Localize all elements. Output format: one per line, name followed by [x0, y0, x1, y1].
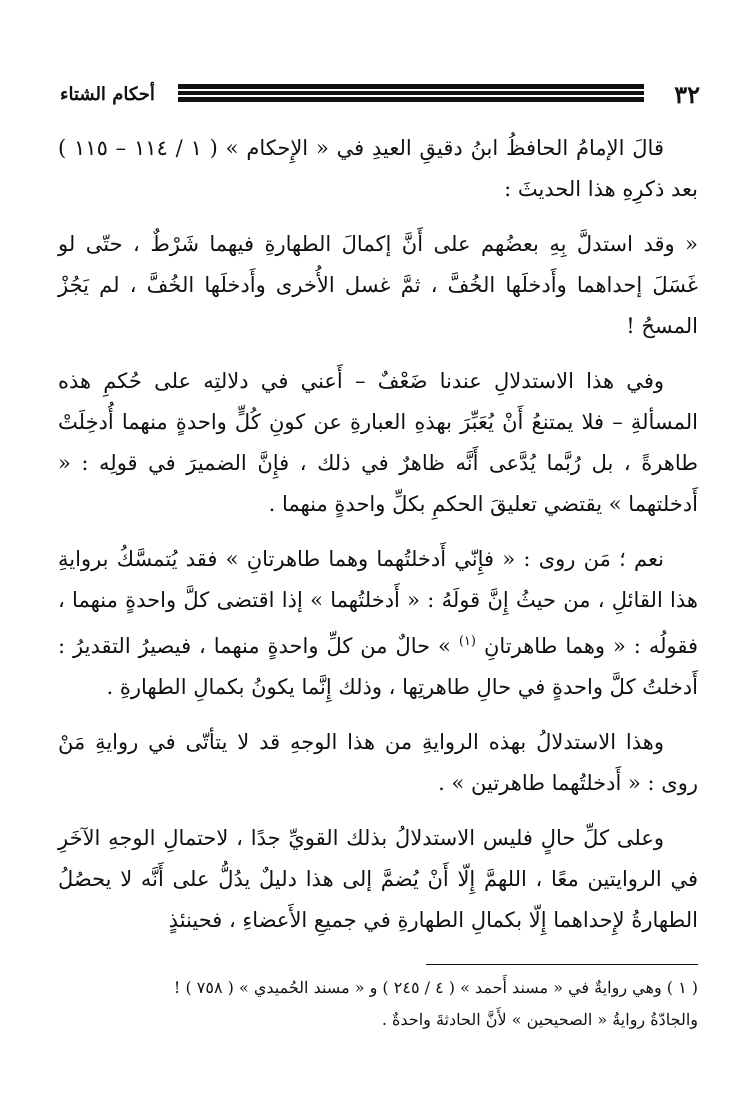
paragraph: وعلى كلِّ حالٍ فليس الاستدلالُ بذلك القويِّ جدًا ، لاحتمالِ الوجهِ الآخَرِ في الروايتين معًا ، اللهمَّ إِلّا أَنْ يُضمَّ إلى هذا دليلٌ يدُلُّ على أَنَّه لا يحصُلُ الطهارةُ لإِحداهما إِلّا بكمالِ الطهارةِ في جميعِ الأَعضاءِ ، فحينئذٍ: [58, 826, 698, 932]
page-number: ٣٢: [674, 80, 700, 109]
footnote-separator: [426, 964, 698, 965]
paragraph-part: نعم ؛ مَن روى : « فإِنّي أَدخلتُهما وهما طاهرتانِ » فقد يُتمسَّكُ بروايةِ هذا القائلِ ، من حيثُ إِنَّ قولَهُ : « أَدخلتُهما » إذا اقتضى كلَّ واحدةٍ منهما ، فقولُه : « وهما طاهرتانِ: [58, 547, 698, 658]
footnotes: [58, 972, 698, 1036]
footnote-line: والجادّةُ روايةُ « الصحيحين » لأَنَّ الحادثةَ واحدةٌ .: [381, 1010, 698, 1029]
running-title: أحكام الشتاء: [60, 84, 155, 105]
paragraph-part: » حالٌ من كلِّ واحدةٍ منهما ، فيصيرُ التقديرُ : أَدخلتُ كلَّ واحدةٍ في حالِ طاهرتِها ، وذلك إِنَّما يكونُ بكمالِ الطهارةِ .: [58, 634, 698, 699]
header-rule: [178, 84, 644, 102]
page-header: [60, 76, 700, 116]
paragraph: « وقد استدلَّ بِهِ بعضُهم على أَنَّ إكمالَ الطهارةِ فيهما شَرْطٌ ، حتّى لو غَسَلَ إحداهما وأَدخلَها الخُفَّ ، ثمَّ غسل الأُخرى وأَدخلَها الخُفَّ ، لم يَجُزْ المسحُ !: [58, 232, 698, 338]
paragraph: وهذا الاستدلالُ بهذه الروايةِ من هذا الوجهِ قد لا يتأتّى في روايةِ مَنْ روى : « أَدخلتُهما طاهرتين » .: [58, 730, 698, 795]
footnote-marker: (١): [458, 634, 476, 649]
paragraph: [58, 539, 698, 708]
paragraph: وفي هذا الاستدلالِ عندنا ضَعْفٌ – أَعني في دلالتِه على حُكمِ هذه المسألةِ – فلا يمتنعُ أَنْ يُعَبِّرَ بهذهِ العبارةِ عن كونِ كُلٍّ واحدةٍ منهما أُدخِلَتْ طاهرةً ، بل رُبَّما يُدَّعى أَنَّه ظاهرٌ في ذلك ، فإِنَّ الضميرَ في قولِه : « أَدخلتهما » يقتضي تعليقَ الحكمِ بكلِّ واحدةٍ منهما .: [58, 369, 698, 516]
paragraph: قالَ الإمامُ الحافظُ ابنُ دقيقِ العيدِ في « الإِحكام » ( ١ / ١١٤ – ١١٥ ) بعد ذكرِهِ هذا الحديثَ :: [58, 136, 698, 201]
footnote-line: ( ١ ) وهي روايةٌ في « مسند أَحمد » ( ٤ / ٢٤٥ ) و « مسند الحُميدي » ( ٧٥٨ ) !: [173, 978, 698, 997]
main-text: [58, 128, 698, 955]
